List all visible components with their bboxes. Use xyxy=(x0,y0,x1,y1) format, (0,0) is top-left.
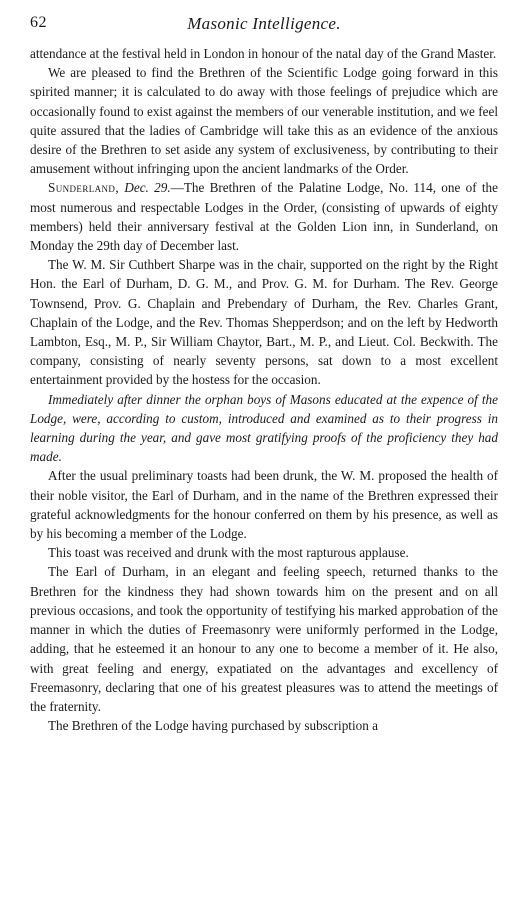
paragraph-orphan-boys: Immediately after dinner the orphan boys of Masons educated at the expence of the Lodge, were, according to custom, introduced and examined as to their progress in learning during the year, and gave most gratifying proofs of the proficiency they had made. xyxy=(30,391,498,465)
page-number: 62 xyxy=(30,14,47,31)
article-body xyxy=(30,44,498,735)
paragraph-sunderland xyxy=(30,178,498,255)
running-title: Masonic Intelligence. xyxy=(187,14,341,33)
paragraph-applause: This toast was received and drunk with the most rapturous applause. xyxy=(48,545,409,561)
paragraph-scientific-lodge: We are pleased to find the Brethren of the Scientific Lodge going forward in this spirited manner; it is calculated to do away with those feelings of prejudice which are occasionally found to exist against the members of our venerable institution, and we feel quite assured that the ladies of Cambridge will take this as an evidence of the anxious desire of the Brethren to set aside any system of exclusiveness, by contributing to their amusement without infringing upon the ancient landmarks of the Order. xyxy=(30,65,498,177)
sunderland-text: —The Brethren of the Palatine Lodge, No. 114, one of the most numerous and respectable Lodges in the Order, (consisting of upwards of eighty members) held their anniversary festival at the Golden Lion inn, in Sunderland, on Monday the 29th day of December last. xyxy=(30,180,499,254)
page-header xyxy=(30,14,498,44)
paragraph-earl-speech: The Earl of Durham, in an elegant and feeling speech, returned thanks to the Brethren for the kindness they had shown towards him on the present and on all previous occasions, and took the opportunity of testifying his marked approbation of the manner in which the duties of Freemasonry were uniformly performed in the Lodge, adding, that he esteemed it an honour to any one to become a member of it. He also, with great feeling and energy, expatiated on the advantages and excellency of Freemasonry, declaring that one of his greatest pleasures was to attend the meetings of the fraternity. xyxy=(30,564,498,714)
paragraph-subscription: The Brethren of the Lodge having purchased by subscription a xyxy=(48,718,378,734)
paragraph-toasts: After the usual preliminary toasts had been drunk, the W. M. proposed the health of their noble visitor, the Earl of Durham, and in the name of the Brethren expressed their grateful acknowledgments for the honour conferred on them by his presence, as well as by his becoming a member of the Lodge. xyxy=(30,468,498,542)
place-name: Sunderland, xyxy=(48,180,120,196)
paragraph-continuation: attendance at the festival held in London in honour of the natal day of the Grand Master. xyxy=(30,46,497,61)
dateline: Dec. 29. xyxy=(124,180,171,196)
paragraph-chair: The W. M. Sir Cuthbert Sharpe was in the chair, supported on the right by the Right Hon. the Earl of Durham, D. G. M., and Prov. G. M. for Durham. The Rev. George Townsend, Prov. G. Chaplain and Prebendary of Durham, the Rev. Charles Grant, Chaplain of the Lodge, and the Rev. Thomas Shepperdson; and on the left by Hedworth Lambton, Esq., M. P., Sir William Chaytor, Bart., M. P., and Lieut. Col. Beckwith. The company, consisting of nearly seventy persons, sat down to a most excellent entertainment provided by the hostess for the occasion. xyxy=(30,257,498,388)
